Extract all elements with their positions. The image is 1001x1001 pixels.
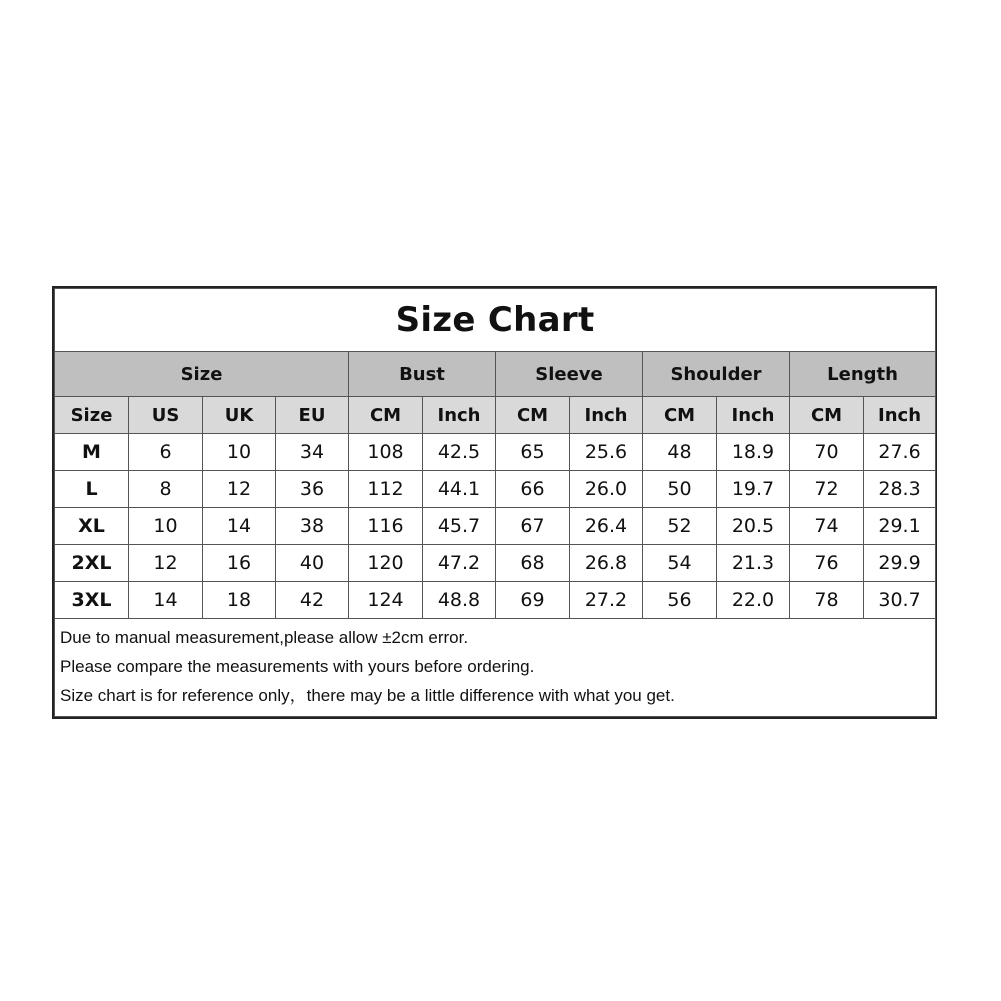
table-cell: 48.8 [423, 582, 496, 619]
table-cell: 18.9 [717, 434, 790, 471]
chart-title: Size Chart [55, 289, 936, 352]
table-cell: 18 [203, 582, 276, 619]
table-cell: 27.6 [864, 434, 936, 471]
unit-header: Inch [423, 397, 496, 434]
table-cell: 6 [129, 434, 203, 471]
table-cell: 42.5 [423, 434, 496, 471]
table-row [55, 582, 936, 619]
group-header-length: Length [790, 352, 936, 397]
table-cell: 19.7 [717, 471, 790, 508]
table-row [55, 471, 936, 508]
table-cell: 40 [276, 545, 349, 582]
table-cell: 34 [276, 434, 349, 471]
table-cell: 76 [790, 545, 864, 582]
table-cell: 56 [643, 582, 717, 619]
table-cell: 22.0 [717, 582, 790, 619]
table-cell: L [55, 471, 129, 508]
table-cell: 3XL [55, 582, 129, 619]
table-cell: 14 [203, 508, 276, 545]
table-cell: 120 [349, 545, 423, 582]
group-header-bust: Bust [349, 352, 496, 397]
table-row [55, 434, 936, 471]
table-cell: 78 [790, 582, 864, 619]
note-line: Please compare the measurements with yours before ordering. [60, 657, 535, 676]
table-cell: 54 [643, 545, 717, 582]
notes [55, 619, 936, 717]
table-cell: 72 [790, 471, 864, 508]
unit-header: UK [203, 397, 276, 434]
group-header-sleeve: Sleeve [496, 352, 643, 397]
table-cell: 112 [349, 471, 423, 508]
table-cell: 26.0 [570, 471, 643, 508]
table-cell: 44.1 [423, 471, 496, 508]
group-header-row [55, 352, 936, 397]
unit-header: Inch [864, 397, 936, 434]
table-cell: 38 [276, 508, 349, 545]
table-cell: 26.8 [570, 545, 643, 582]
table-cell: 10 [203, 434, 276, 471]
table-cell: 12 [203, 471, 276, 508]
table-cell: 2XL [55, 545, 129, 582]
table-cell: 67 [496, 508, 570, 545]
table-cell: 16 [203, 545, 276, 582]
group-header-shoulder: Shoulder [643, 352, 790, 397]
unit-header: CM [790, 397, 864, 434]
table-cell: 48 [643, 434, 717, 471]
unit-header: Size [55, 397, 129, 434]
note-line: Size chart is for reference only，there may be a little difference with what you get. [60, 686, 675, 705]
table-cell: 116 [349, 508, 423, 545]
table-cell: 66 [496, 471, 570, 508]
table-cell: M [55, 434, 129, 471]
table-cell: 70 [790, 434, 864, 471]
table-cell: 28.3 [864, 471, 936, 508]
size-chart-table [54, 288, 936, 717]
table-cell: 124 [349, 582, 423, 619]
table-cell: 20.5 [717, 508, 790, 545]
table-cell: 27.2 [570, 582, 643, 619]
table-row [55, 545, 936, 582]
table-cell: 29.1 [864, 508, 936, 545]
table-cell: 108 [349, 434, 423, 471]
table-cell: XL [55, 508, 129, 545]
table-cell: 74 [790, 508, 864, 545]
table-cell: 10 [129, 508, 203, 545]
group-header-size: Size [55, 352, 349, 397]
table-cell: 47.2 [423, 545, 496, 582]
table-cell: 36 [276, 471, 349, 508]
unit-header: CM [643, 397, 717, 434]
unit-header-row [55, 397, 936, 434]
table-cell: 50 [643, 471, 717, 508]
unit-header: CM [349, 397, 423, 434]
table-cell: 30.7 [864, 582, 936, 619]
table-cell: 14 [129, 582, 203, 619]
table-cell: 12 [129, 545, 203, 582]
unit-header: Inch [717, 397, 790, 434]
table-cell: 8 [129, 471, 203, 508]
table-cell: 26.4 [570, 508, 643, 545]
table-cell: 65 [496, 434, 570, 471]
unit-header: Inch [570, 397, 643, 434]
unit-header: EU [276, 397, 349, 434]
table-cell: 29.9 [864, 545, 936, 582]
table-row [55, 508, 936, 545]
unit-header: US [129, 397, 203, 434]
unit-header: CM [496, 397, 570, 434]
table-cell: 69 [496, 582, 570, 619]
table-cell: 42 [276, 582, 349, 619]
table-cell: 45.7 [423, 508, 496, 545]
note-line: Due to manual measurement,please allow ±2cm error. [60, 628, 469, 647]
table-cell: 52 [643, 508, 717, 545]
table-cell: 21.3 [717, 545, 790, 582]
table-cell: 25.6 [570, 434, 643, 471]
table-cell: 68 [496, 545, 570, 582]
size-chart [52, 286, 937, 719]
